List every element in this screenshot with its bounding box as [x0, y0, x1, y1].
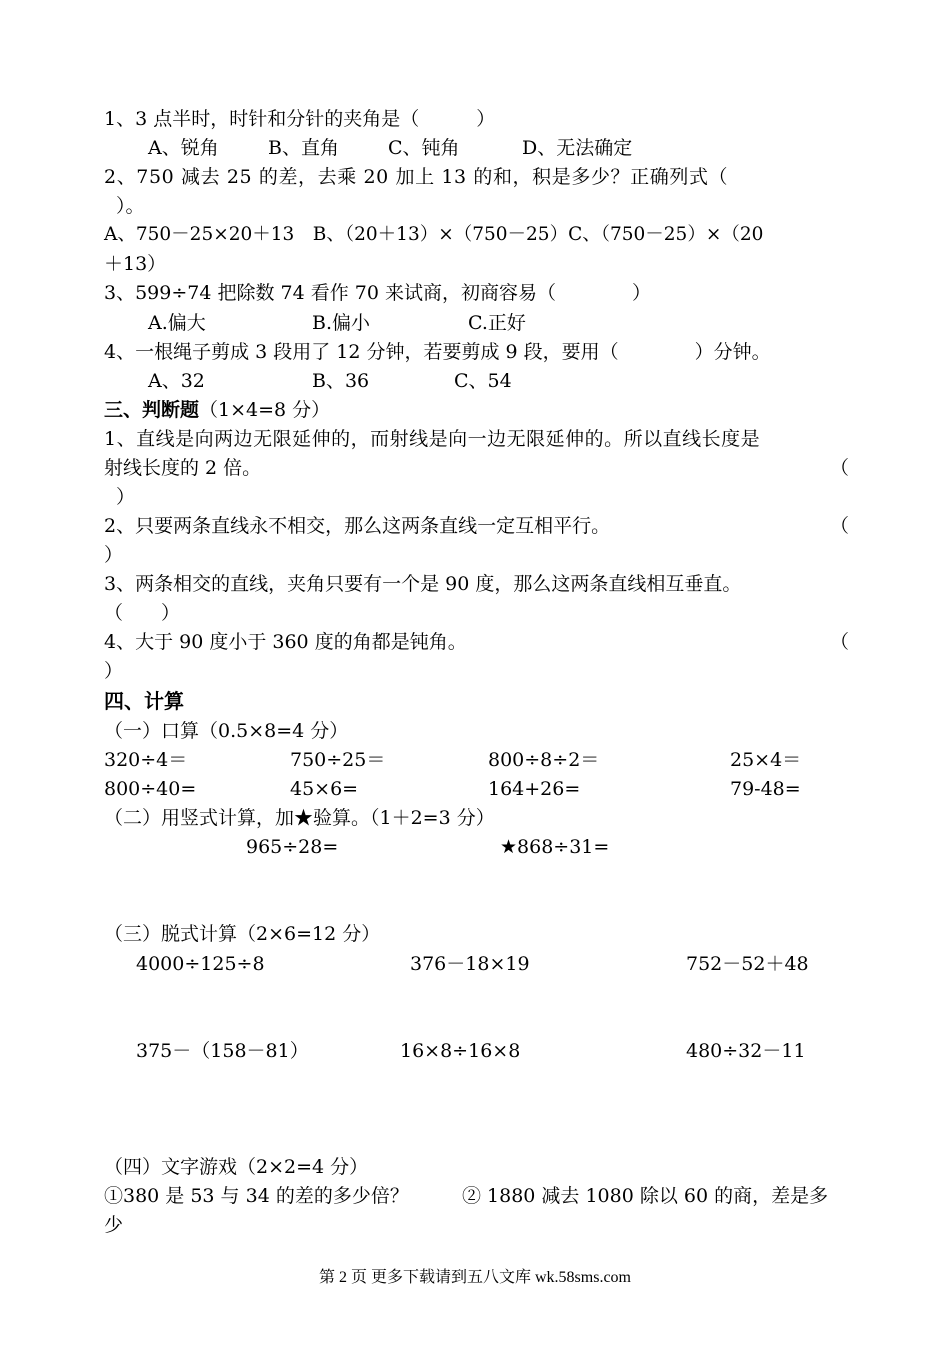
- word-question-2-cont: 少: [104, 1214, 124, 1236]
- oral-item: 800÷40=: [104, 778, 197, 800]
- judge-item-3-paren: （ ）: [104, 602, 181, 624]
- mc-q1-option-b: B、直角: [268, 137, 339, 159]
- mc-q4-option-a: A、32: [148, 370, 205, 392]
- step-item: 16×8÷16×8: [400, 1040, 521, 1062]
- mc-q3-option-c: C.正好: [468, 312, 526, 334]
- vertical-item: 965÷28=: [246, 836, 339, 858]
- oral-item: 25×4＝: [730, 749, 802, 771]
- step-title: （三）脱式计算（2×6=12 分）: [104, 923, 381, 945]
- step-item: 480÷32－11: [686, 1040, 806, 1062]
- oral-item: 800÷8÷2＝: [488, 749, 600, 771]
- mc-q2-options-cont: ＋13）: [104, 253, 167, 275]
- judge-score: （1×4=8 分）: [199, 399, 331, 421]
- mc-q1-option-c: C、钝角: [388, 137, 460, 159]
- judge-item-1-cont: 射线长度的 2 倍。: [104, 457, 262, 479]
- judge-heading: [104, 398, 330, 422]
- oral-item: 164+26=: [488, 778, 581, 800]
- word-question-2: ② 1880 减去 1080 除以 60 的商，差是多: [462, 1185, 829, 1207]
- mc-q3-option-b: B.偏小: [312, 312, 371, 334]
- step-item: 4000÷125÷8: [136, 953, 265, 975]
- step-item: 376－18×19: [410, 953, 530, 975]
- mc-question-2-cont: ）。: [116, 195, 145, 217]
- step-item: 375－（158－81）: [136, 1040, 309, 1062]
- judge-item-2-paren-close: ）: [104, 544, 124, 566]
- judge-item-1-paren-open: （: [830, 457, 850, 479]
- vertical-item-check: ★868÷31=: [500, 836, 610, 858]
- mc-q4-option-c: C、54: [454, 370, 512, 392]
- word-title: （四）文字游戏（2×2=4 分）: [104, 1156, 369, 1178]
- mc-q4-option-b: B、36: [312, 370, 370, 392]
- judge-title: 三、判断题: [104, 399, 200, 421]
- judge-item-4-paren-close: ）: [104, 660, 124, 682]
- oral-item: 45×6=: [290, 778, 359, 800]
- word-question-1: ①380 是 53 与 34 的差的多少倍？: [104, 1185, 409, 1207]
- page-footer: 第 2 页 更多下载请到五八文库 wk.58sms.com: [318, 1269, 631, 1286]
- vertical-title: （二）用竖式计算，加★验算。（1＋2=3 分）: [104, 807, 495, 829]
- judge-item-4-paren-open: （: [830, 631, 850, 653]
- oral-item: 750÷25＝: [290, 749, 386, 771]
- judge-item-3: 3、两条相交的直线，夹角只要有一个是 90 度，那么这两条直线相互垂直。: [104, 573, 742, 595]
- mc-question-4: 4、一根绳子剪成 3 段用了 12 分钟，若要剪成 9 段，要用（ ）分钟。: [104, 341, 771, 363]
- judge-item-1: 1、直线是向两边无限延伸的，而射线是向一边无限延伸的。所以直线长度是: [104, 428, 761, 450]
- mc-q3-option-a: A.偏大: [148, 312, 206, 334]
- mc-question-2: 2、750 减去 25 的差，去乘 20 加上 13 的和，积是多少？正确列式（: [104, 166, 729, 188]
- mc-question-1: 1、3 点半时，时针和分针的夹角是（ ）: [104, 108, 496, 130]
- oral-title: （一）口算（0.5×8=4 分）: [104, 720, 349, 742]
- calc-title: 四、计算: [104, 689, 184, 713]
- oral-item: 320÷4＝: [104, 749, 188, 771]
- judge-item-4: 4、大于 90 度小于 360 度的角都是钝角。: [104, 631, 467, 653]
- judge-item-2: 2、只要两条直线永不相交，那么这两条直线一定互相平行。: [104, 515, 611, 537]
- judge-item-1-paren-close: ）: [116, 486, 136, 508]
- mc-question-3: 3、599÷74 把除数 74 看作 70 来试商，初商容易（ ）: [104, 282, 652, 304]
- oral-item: 79-48=: [730, 778, 801, 800]
- mc-q1-option-a: A、锐角: [148, 137, 219, 159]
- mc-q1-option-d: D、无法确定: [522, 137, 633, 159]
- mc-q2-options: A、750－25×20＋13 B、（20＋13）×（750－25）C、（750－25）×（20: [104, 224, 764, 245]
- judge-item-2-paren-open: （: [830, 515, 850, 537]
- step-item: 752－52＋48: [686, 953, 809, 975]
